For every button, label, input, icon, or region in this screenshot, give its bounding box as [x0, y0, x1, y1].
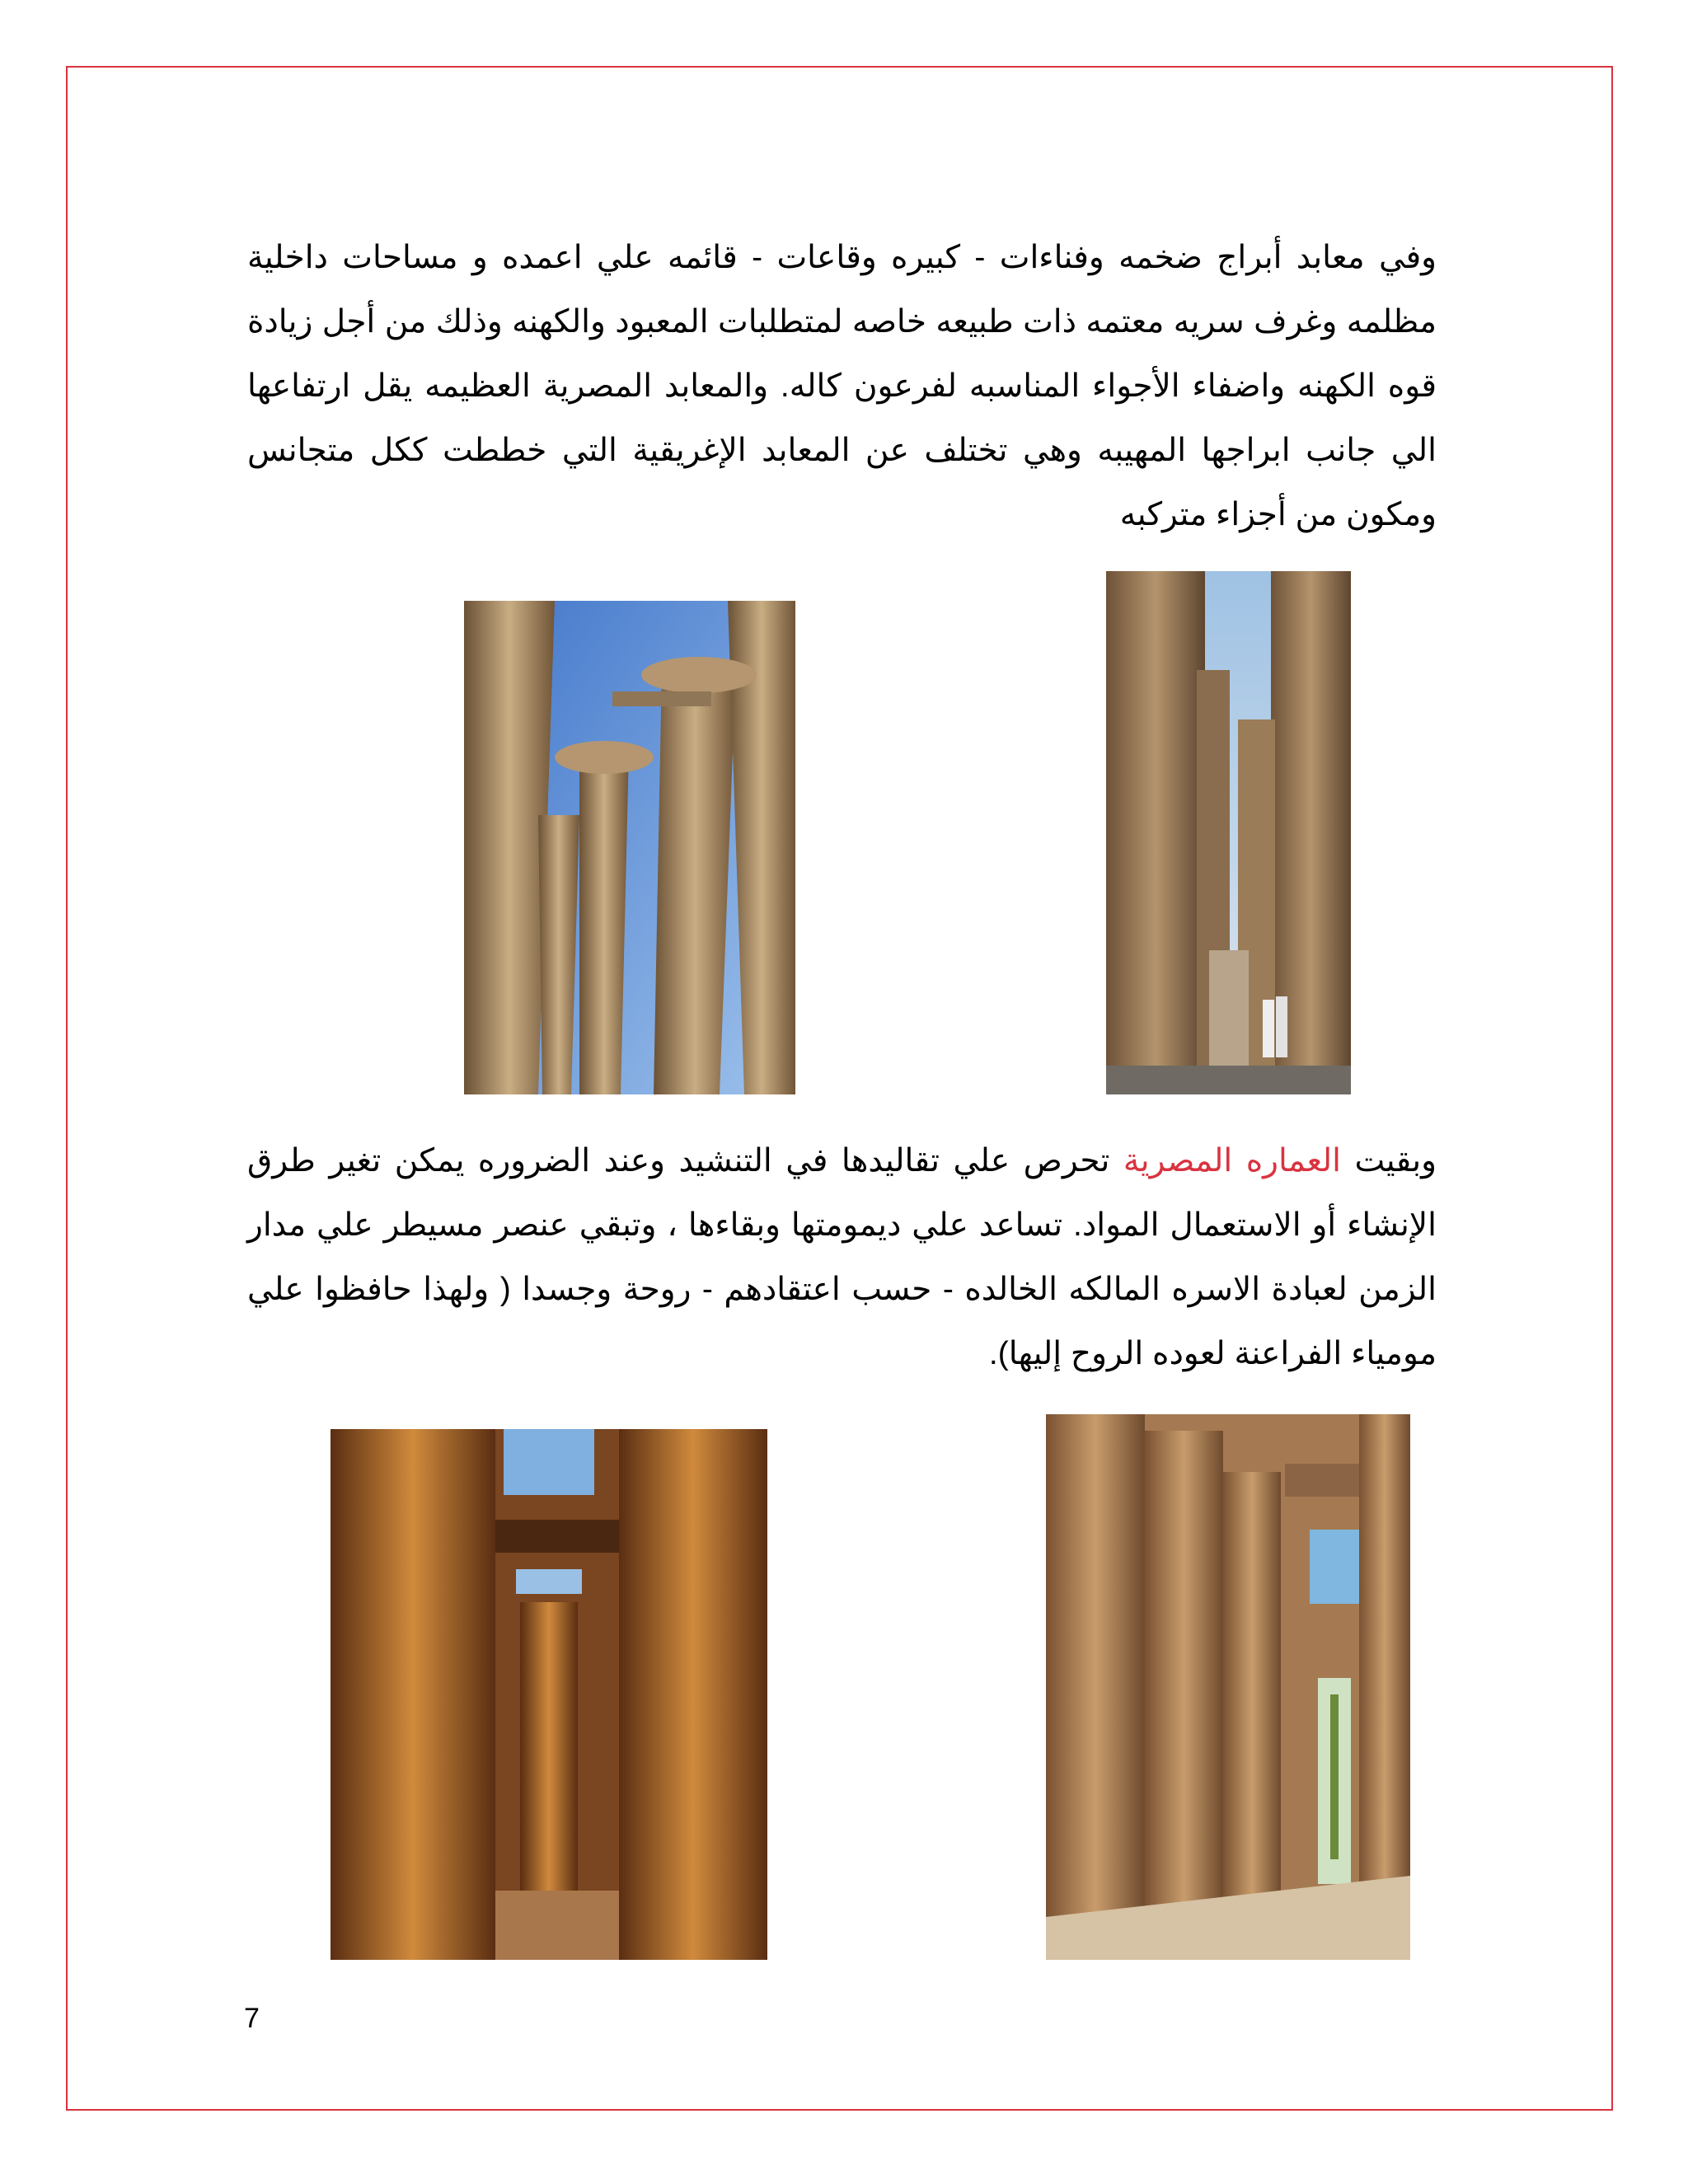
- photo-temple-corridor-columns: [1106, 571, 1351, 1094]
- photo-hypostyle-hall-sunlit: [1046, 1414, 1410, 1960]
- page-number: 7: [244, 2003, 260, 2034]
- paragraph-egyptian-architecture: [247, 1129, 1437, 1386]
- temple-columns-photo-icon: [1046, 1414, 1410, 1960]
- paragraph-temples-description: [247, 226, 1437, 547]
- photo-columns-looking-up: [464, 601, 795, 1094]
- temple-columns-photo-icon: [1106, 571, 1351, 1094]
- temple-columns-photo-icon: [331, 1429, 767, 1960]
- paragraph-1-text: وفي معابد أبراج ضخمه وفناءات - كبيره وقاعات - قائمه علي اعمده و مساحات داخلية مظلمه وغرف سريه معتمه ذات طبيعه خاصه لمتطلبات المعبود والكهنه وذلك من أجل زيادة قوه الكهنه واضفاء الأجواء المناسبه لفرعون كاله. والمعابد المصرية العظيمه يقل ارتفاعها الي جانب ابراجها المهيبه وهي تختلف عن المعابد الإغريقية التي خططت ككل متجانس ومكون من أجزاء متركبه: [247, 240, 1437, 532]
- paragraph-2-before: وبقيت: [1340, 1143, 1437, 1179]
- temple-columns-photo-icon: [464, 601, 795, 1094]
- highlighted-term: العماره المصرية: [1123, 1143, 1341, 1179]
- photo-hypostyle-hall-golden: [331, 1429, 767, 1960]
- paragraph-2-after: تحرص علي تقاليدها في التنشيد وعند الضروره يمكن تغير طرق الإنشاء أو الاستعمال المواد. تساعد علي ديمومتها وبقاءها ، وتبقي عنصر مسيطر علي مدار الزمن لعبادة الاسره المالكه الخالده - حسب اعتقادهم - روحة وجسدا ( ولهذا حافظوا علي مومياء الفراعنة لعوده الروح إليها).: [247, 1143, 1437, 1371]
